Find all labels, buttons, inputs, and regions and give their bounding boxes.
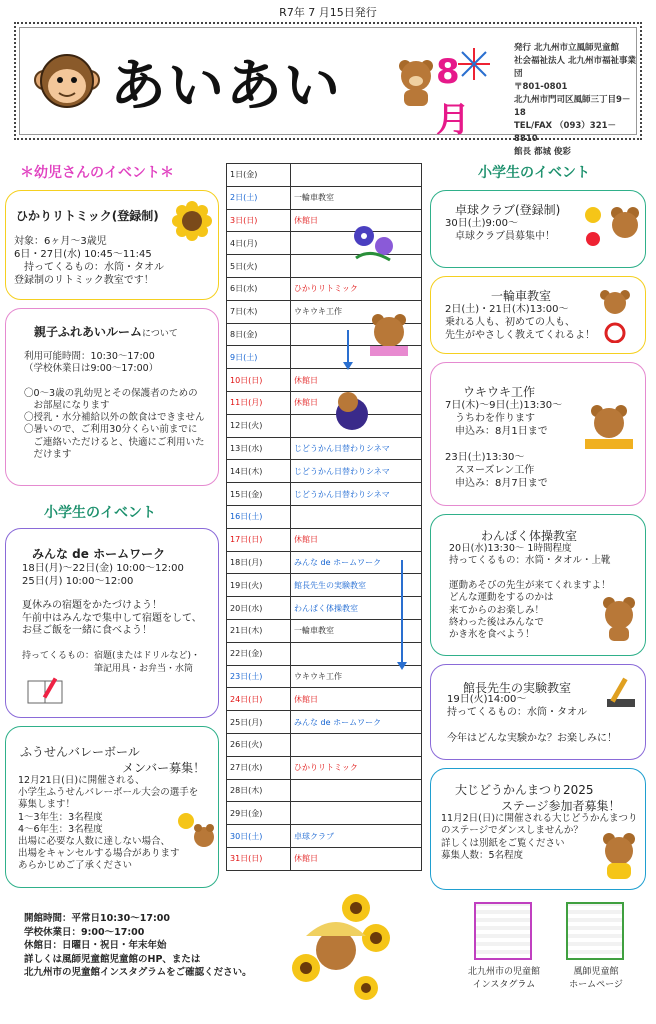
issue-date: R7年 7 月15日発行	[279, 6, 377, 19]
pingpong-line: 卓球クラブ員募集中！	[445, 231, 555, 242]
homework-line: 持ってくるもの：宿題(またはドリルなど)・	[22, 650, 201, 661]
calendar-row	[227, 756, 422, 779]
volleyball-line: 1～3年生：3名程度	[18, 811, 103, 823]
volleyball-subtitle: メンバー募集！	[122, 761, 206, 775]
publisher-line: 〒801-0801	[514, 82, 568, 92]
fireworks-bear-icon	[330, 390, 374, 430]
rhythmic-line: 対象：6ヶ月～3歳児	[14, 236, 107, 247]
volleyball-line: 4～6年生：3名程度	[18, 823, 103, 835]
gym-line: 終わった後はみんなで	[449, 617, 544, 629]
volleyball-title: ふうせんバレーボール	[20, 745, 140, 759]
room-line: 〇暑いので、ご利用30分くらい前までに	[24, 424, 198, 436]
gym-line: 運動あそびの先生が来てくれますよ！	[449, 579, 611, 591]
calendar-event: じどうかん日替わりシネマ	[291, 483, 422, 506]
dancing-bear-icon	[599, 831, 639, 881]
room-line: （学校休業日は9:00～17:00）	[24, 363, 159, 375]
calendar-event: わんぱく体操教室	[291, 597, 422, 620]
craft-line: 23日(土)13:30～	[445, 452, 525, 463]
science-line: 持ってくるもの：水筒・タオル	[447, 707, 587, 718]
unicycle-line: 先生がやさしく教えてくれるよ！	[445, 330, 595, 341]
publisher-line: 北九州市門司区風師三丁目9－18	[514, 95, 631, 118]
gym-line: 来てからのお楽しみ！	[449, 604, 545, 616]
calendar-row	[227, 688, 422, 711]
morning-glory-icon	[350, 218, 396, 262]
right-section-title: 小学生のイベント	[478, 165, 590, 181]
month-badge	[396, 46, 492, 140]
volleyball-card	[5, 726, 219, 888]
unicycle-title: 一輪車教室	[491, 289, 552, 303]
room-line: 利用可能時間：10:30～17:00	[24, 351, 155, 362]
calendar-event: 休館日	[291, 209, 422, 232]
room-line: ご連絡いただけると、快適にご利用いた	[24, 436, 205, 448]
calendar-row	[227, 483, 422, 506]
calendar-date: 5日(火)	[227, 255, 291, 278]
sunflower-icon	[172, 201, 212, 241]
publisher-line: 発行 北九州市立風師児童館	[514, 43, 619, 53]
unicycle-line: 2日(土)・21日(木)13:00～	[445, 304, 569, 315]
calendar-date: 23日(土)	[227, 665, 291, 688]
calendar-row	[227, 437, 422, 460]
science-line: 19日(火)14:00～	[447, 694, 527, 705]
crafting-bear-icon	[366, 312, 412, 358]
calendar-event: 休館日	[291, 528, 422, 551]
calendar-date: 21日(木)	[227, 619, 291, 642]
balloon-bear-icon	[176, 811, 216, 851]
qr-caption-line: ホームページ	[569, 980, 623, 990]
room-line: 〇0～3歳の乳幼児とその保護者のための	[24, 387, 198, 399]
rhythmic-card	[5, 190, 219, 300]
rhythmic-line: 6日・27日(水) 10:45～11:45	[14, 249, 152, 260]
homework-line: 18日(月)～22日(金) 10:00～12:00	[22, 563, 184, 574]
arrow-icon	[401, 560, 403, 664]
pingpong-title: 卓球クラブ(登録制)	[455, 203, 561, 217]
calendar-date: 17日(日)	[227, 528, 291, 551]
calendar-event: みんな de ホームワーク	[291, 551, 422, 574]
calendar-date: 11日(月)	[227, 391, 291, 414]
festival-line: のステージでダンスしませんか？	[441, 825, 583, 837]
homework-line	[22, 588, 202, 600]
calendar-event	[291, 779, 422, 802]
craft-line: 申込み：8月7日まで	[445, 478, 548, 489]
instagram-caption	[462, 966, 546, 992]
calendar-event: 休館日	[291, 369, 422, 392]
room-line	[24, 376, 205, 388]
calendar-event: ウキウキ工作	[291, 300, 422, 323]
footer-line: 休館日：日曜日・祝日・年末年始	[24, 940, 167, 951]
qr-caption-line: インスタグラム	[472, 980, 536, 990]
calendar-date: 18日(月)	[227, 551, 291, 574]
calendar-date: 1日(金)	[227, 164, 291, 187]
festival-title: 大じどうかんまつり2025	[455, 783, 594, 797]
calendar-date: 13日(水)	[227, 437, 291, 460]
room-line: 〇授乳・水分補給以外の飲食はできません	[24, 412, 205, 424]
homepage-qr-code[interactable]	[566, 902, 624, 960]
monkey-icon	[34, 50, 100, 112]
gym-card	[430, 514, 646, 656]
publisher-line: 館長 都城 俊彩	[514, 147, 571, 157]
tools-icon	[603, 675, 639, 711]
volleyball-line: 12月21日(日)に開催される、	[18, 775, 145, 786]
calendar-row	[227, 619, 422, 642]
homework-line	[22, 638, 202, 650]
calendar-event: じどうかん日替わりシネマ	[291, 437, 422, 460]
calendar-row	[227, 460, 422, 483]
calendar-date: 4日(月)	[227, 232, 291, 255]
craft-title: ウキウキ工作	[463, 385, 536, 399]
calendar-date: 10日(日)	[227, 369, 291, 392]
calendar-event: みんな de ホームワーク	[291, 711, 422, 734]
calendar-event: 休館日	[291, 847, 422, 870]
festival-subtitle: ステージ参加者募集！	[501, 799, 621, 813]
science-card	[430, 664, 646, 760]
calendar-date: 9日(土)	[227, 346, 291, 369]
unicycle-card	[430, 276, 646, 354]
calendar-row	[227, 574, 422, 597]
volleyball-line: 小学生ふうせんバレーボール大会の選手を	[18, 787, 199, 799]
bear-icon	[396, 56, 436, 106]
calendar-date: 6日(水)	[227, 277, 291, 300]
rhythmic-line: 登録制のリトミック教室です！	[14, 275, 154, 286]
science-line	[447, 719, 617, 732]
calendar-date: 20日(水)	[227, 597, 291, 620]
room-line: だけます	[24, 449, 72, 461]
calendar-date: 28日(木)	[227, 779, 291, 802]
calendar-date: 8日(金)	[227, 323, 291, 346]
calendar-date: 30日(土)	[227, 825, 291, 848]
calendar-row	[227, 505, 422, 528]
calendar-row	[227, 802, 422, 825]
calendar-row	[227, 277, 422, 300]
craft-card	[430, 362, 646, 506]
homework-line: 夏休みの宿題をかたづけよう！	[22, 600, 162, 612]
festival-line: 詳しくは別紙をご覧ください	[441, 837, 565, 849]
calendar-event: ウキウキ工作	[291, 665, 422, 688]
calendar-event	[291, 733, 422, 756]
calendar-event	[291, 505, 422, 528]
calendar-event	[291, 802, 422, 825]
calendar-date: 3日(日)	[227, 209, 291, 232]
calendar-event: 館長先生の実験教室	[291, 574, 422, 597]
calendar-row	[227, 642, 422, 665]
room-card	[5, 308, 219, 486]
calendar-row	[227, 369, 422, 392]
room-title-text: 親子ふれあいルーム	[34, 325, 143, 339]
calendar-row	[227, 711, 422, 734]
rhythmic-title: ひかりリトミック(登録制)	[16, 209, 159, 223]
gym-line: 持ってくるもの：水筒・タオル・上靴	[449, 555, 611, 567]
calendar-date: 2日(土)	[227, 186, 291, 209]
calendar-date: 24日(日)	[227, 688, 291, 711]
calendar-row	[227, 414, 422, 437]
craft-line: 7日(木)～9日(土)13:30～	[445, 400, 563, 411]
homework-line: 午前中はみんなで集中して宿題をして、	[22, 612, 202, 624]
calendar-row	[227, 825, 422, 848]
calendar-event: ひかりリトミック	[291, 277, 422, 300]
calendar-row	[227, 186, 422, 209]
science-title: 館長先生の実験教室	[463, 681, 572, 695]
calendar-date: 26日(火)	[227, 733, 291, 756]
notebook-icon	[26, 675, 66, 707]
calendar-row	[227, 551, 422, 574]
calendar-row	[227, 391, 422, 414]
calendar-date: 15日(金)	[227, 483, 291, 506]
footer-line: 学校休業日：9:00～17:00	[24, 926, 145, 938]
homework-line: 筆記用具・お弁当・水筒	[22, 663, 194, 674]
calendar-date: 19日(火)	[227, 574, 291, 597]
calendar-row	[227, 733, 422, 756]
calendar-event: ひかりリトミック	[291, 756, 422, 779]
pingpong-bear-icon	[583, 203, 639, 255]
gym-line	[449, 568, 611, 580]
room-title-suffix: について	[142, 329, 178, 339]
homework-title: みんな de ホームワーク	[32, 547, 166, 561]
calendar-date: 25日(月)	[227, 711, 291, 734]
volleyball-line: 出場をキャンセルする場合があります	[18, 848, 180, 860]
gym-title: わんぱく体操教室	[481, 529, 578, 543]
calendar-row	[227, 779, 422, 802]
footer-info	[24, 912, 252, 980]
unicycle-line: 乗れる人も、初めての人も、	[445, 317, 575, 328]
pingpong-line: 30日(土)9:00～	[445, 218, 518, 229]
qr-caption-line: 北九州市の児童館	[467, 967, 540, 977]
preschool-section-title: ＊幼児さんのイベント＊	[20, 165, 174, 181]
festival-card	[430, 768, 646, 890]
calendar-event	[291, 164, 422, 187]
calendar-date: 14日(木)	[227, 460, 291, 483]
homework-card	[5, 528, 219, 718]
calendar-event: 一輪車教室	[291, 619, 422, 642]
elementary-section-title: 小学生のイベント	[44, 505, 156, 521]
pingpong-card	[430, 190, 646, 268]
qr-caption-line: 風師児童館	[573, 967, 619, 977]
newsletter-title: あいあい	[110, 54, 342, 119]
rhythmic-line: 持ってくるもの：水筒・タオル	[14, 262, 164, 273]
unicycle-bear-icon	[597, 287, 633, 343]
craft-bear-icon	[581, 403, 637, 453]
event-calendar	[226, 163, 422, 871]
calendar-row	[227, 847, 422, 870]
craft-line: スヌーズレン工作	[445, 465, 535, 476]
calendar-date: 12日(火)	[227, 414, 291, 437]
gym-line: かき氷を食べよう！	[449, 629, 535, 641]
volleyball-line: 出場に必要な人数に達しない場合、	[18, 836, 171, 848]
calendar-event: 卓球クラブ	[291, 825, 422, 848]
publisher-line: TEL/FAX （093）321－8810	[514, 121, 617, 144]
arrow-icon	[347, 330, 349, 364]
calendar-row	[227, 665, 422, 688]
publisher-info	[514, 42, 636, 159]
calendar-date: 27日(水)	[227, 756, 291, 779]
craft-line: うちわを作ります	[445, 413, 535, 424]
publisher-line: 社会福祉法人 北九州市福祉事業団	[514, 56, 636, 79]
room-line: お部屋になります	[24, 399, 110, 411]
calendar-row	[227, 164, 422, 187]
craft-line	[445, 438, 562, 451]
calendar-row	[227, 528, 422, 551]
homepage-caption	[556, 966, 636, 992]
festival-line: 11月2日(日)に開催される大じどうかんまつり	[441, 813, 638, 824]
calendar-event: 一輪車教室	[291, 186, 422, 209]
calendar-event: 休館日	[291, 391, 422, 414]
homework-line: 25日(月) 10:00～12:00	[22, 575, 134, 587]
calendar-event: じどうかん日替わりシネマ	[291, 460, 422, 483]
volleyball-line: 募集します！	[18, 799, 76, 811]
calendar-date: 22日(金)	[227, 642, 291, 665]
gym-line: どんな運動をするのかは	[449, 592, 554, 604]
header	[14, 22, 642, 157]
calendar-row	[227, 597, 422, 620]
footer-line: 詳しくは風師児童館児童館のHP、または	[24, 953, 201, 965]
room-title	[34, 323, 178, 340]
gym-line: 20日(水)13:30～ 1時間程度	[449, 543, 572, 554]
homework-line: お昼ご飯を一緒に食べよう！	[22, 625, 152, 637]
footer-line: 北九州市の児童館インスタグラムをご確認ください。	[24, 967, 252, 978]
calendar-date: 7日(木)	[227, 300, 291, 323]
calendar-date: 29日(金)	[227, 802, 291, 825]
calendar-event: 休館日	[291, 688, 422, 711]
science-line: 今年はどんな実験かな？お楽しみに！	[447, 733, 617, 744]
gym-bear-icon	[599, 595, 639, 643]
calendar-date: 31日(日)	[227, 847, 291, 870]
instagram-qr-code[interactable]	[474, 902, 532, 960]
craft-line: 申込み：8月1日まで	[445, 426, 548, 437]
footer-line: 開館時間：平常日10:30～17:00	[24, 913, 170, 924]
month-label: 8月	[436, 52, 470, 140]
festival-line: 募集人数：5名程度	[441, 850, 524, 862]
volleyball-line: あらかじめご了承ください	[18, 860, 133, 872]
sunflower-bear-icon	[286, 888, 396, 1008]
calendar-date: 16日(土)	[227, 505, 291, 528]
